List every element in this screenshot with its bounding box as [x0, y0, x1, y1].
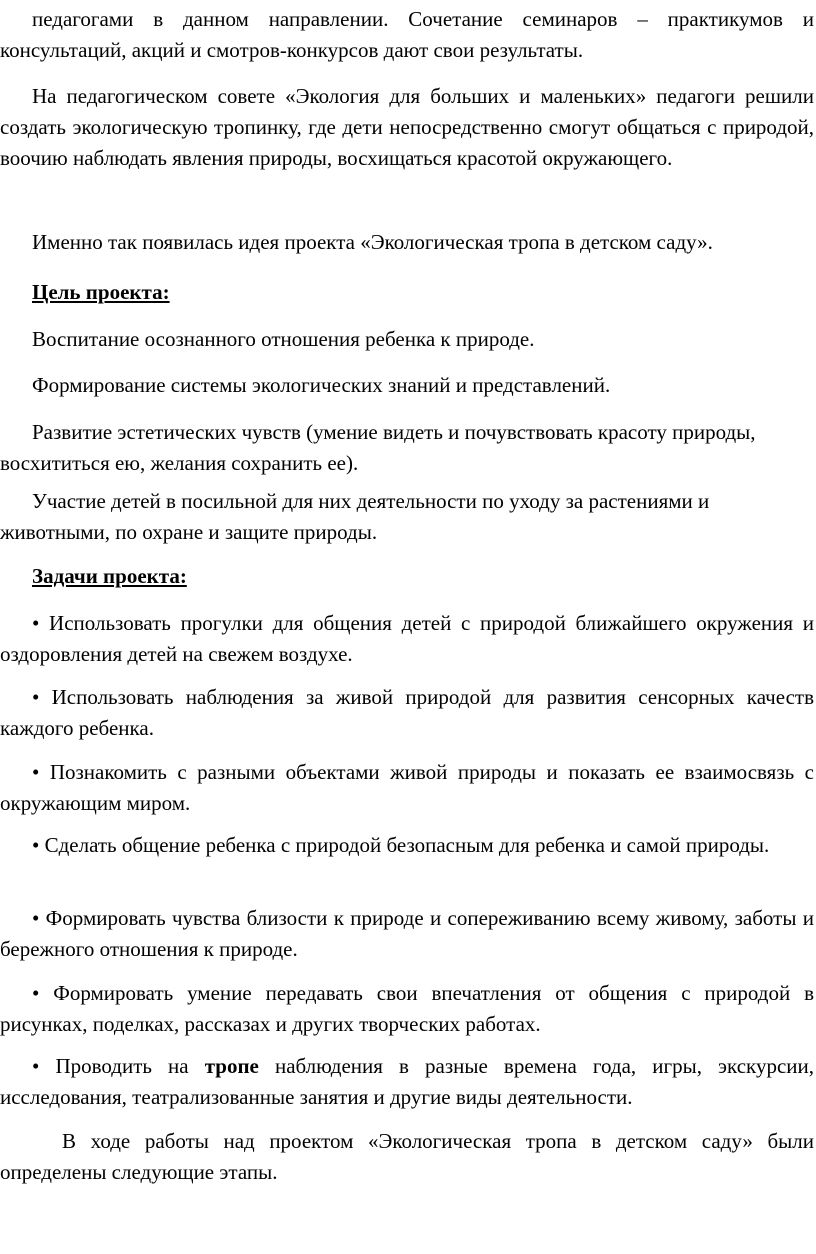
paragraph-pedagogical-council: На педагогическом совете «Экология для больших и маленьких» педагоги решили создать экологическую тропинку, где дети непосредственно смогут общаться с природой, воочию наблюдать явления природы, восхищаться красотой окружающего. [0, 84, 814, 170]
task-item: • Использовать прогулки для общения детей с природой ближайшего окружения и оздоровления детей на свежем воздухе. [0, 611, 814, 666]
paragraph-project-idea: Именно так появилась идея проекта «Экологическая тропа в детском саду». [32, 230, 713, 254]
task-item-text: наблюдения в разные времена года, игры, экскурсии, исследования, театрализованные занятия и другие виды деятельности. [0, 1054, 814, 1109]
task-item: • Использовать наблюдения за живой природой для развития сенсорных качеств каждого ребенка. [0, 685, 814, 740]
task-item-last [0, 1051, 814, 1113]
tasks-heading: Задачи проекта: [32, 564, 187, 588]
task-item: • Сделать общение ребенка с природой безопасным для ребенка и самой природы. [32, 833, 770, 857]
goal-item: Формирование системы экологических знаний и представлений. [32, 373, 611, 397]
goal-item: Развитие эстетических чувств (умение видеть и почувствовать красоту природы, восхититься ею, желания сохранить ее). [0, 420, 756, 475]
paragraph-intro: педагогами в данном направлении. Сочетание семинаров – практикумов и консультаций, акций и смотров-конкурсов дают свои результаты. [0, 7, 814, 62]
task-item-bold-word: тропе [204, 1054, 259, 1078]
paragraph-closing: В ходе работы над проектом «Экологическая тропа в детском саду» были определены следующие этапы. [0, 1129, 814, 1184]
task-item: • Формировать чувства близости к природе и сопереживанию всему живому, заботы и бережного отношения к природе. [0, 906, 814, 961]
task-item: • Формировать умение передавать свои впечатления от общения с природой в рисунках, поделках, рассказах и других творческих работах. [0, 981, 814, 1036]
goal-item: Участие детей в посильной для них деятельности по уходу за растениями и животными, по охране и защите природы. [0, 489, 710, 544]
task-item-text: • Проводить на [32, 1054, 205, 1078]
goal-item: Воспитание осознанного отношения ребенка к природе. [32, 327, 535, 351]
goals-heading: Цель проекта: [32, 280, 170, 304]
task-item: • Познакомить с разными объектами живой природы и показать ее взаимосвязь с окружающим миром. [0, 760, 814, 815]
